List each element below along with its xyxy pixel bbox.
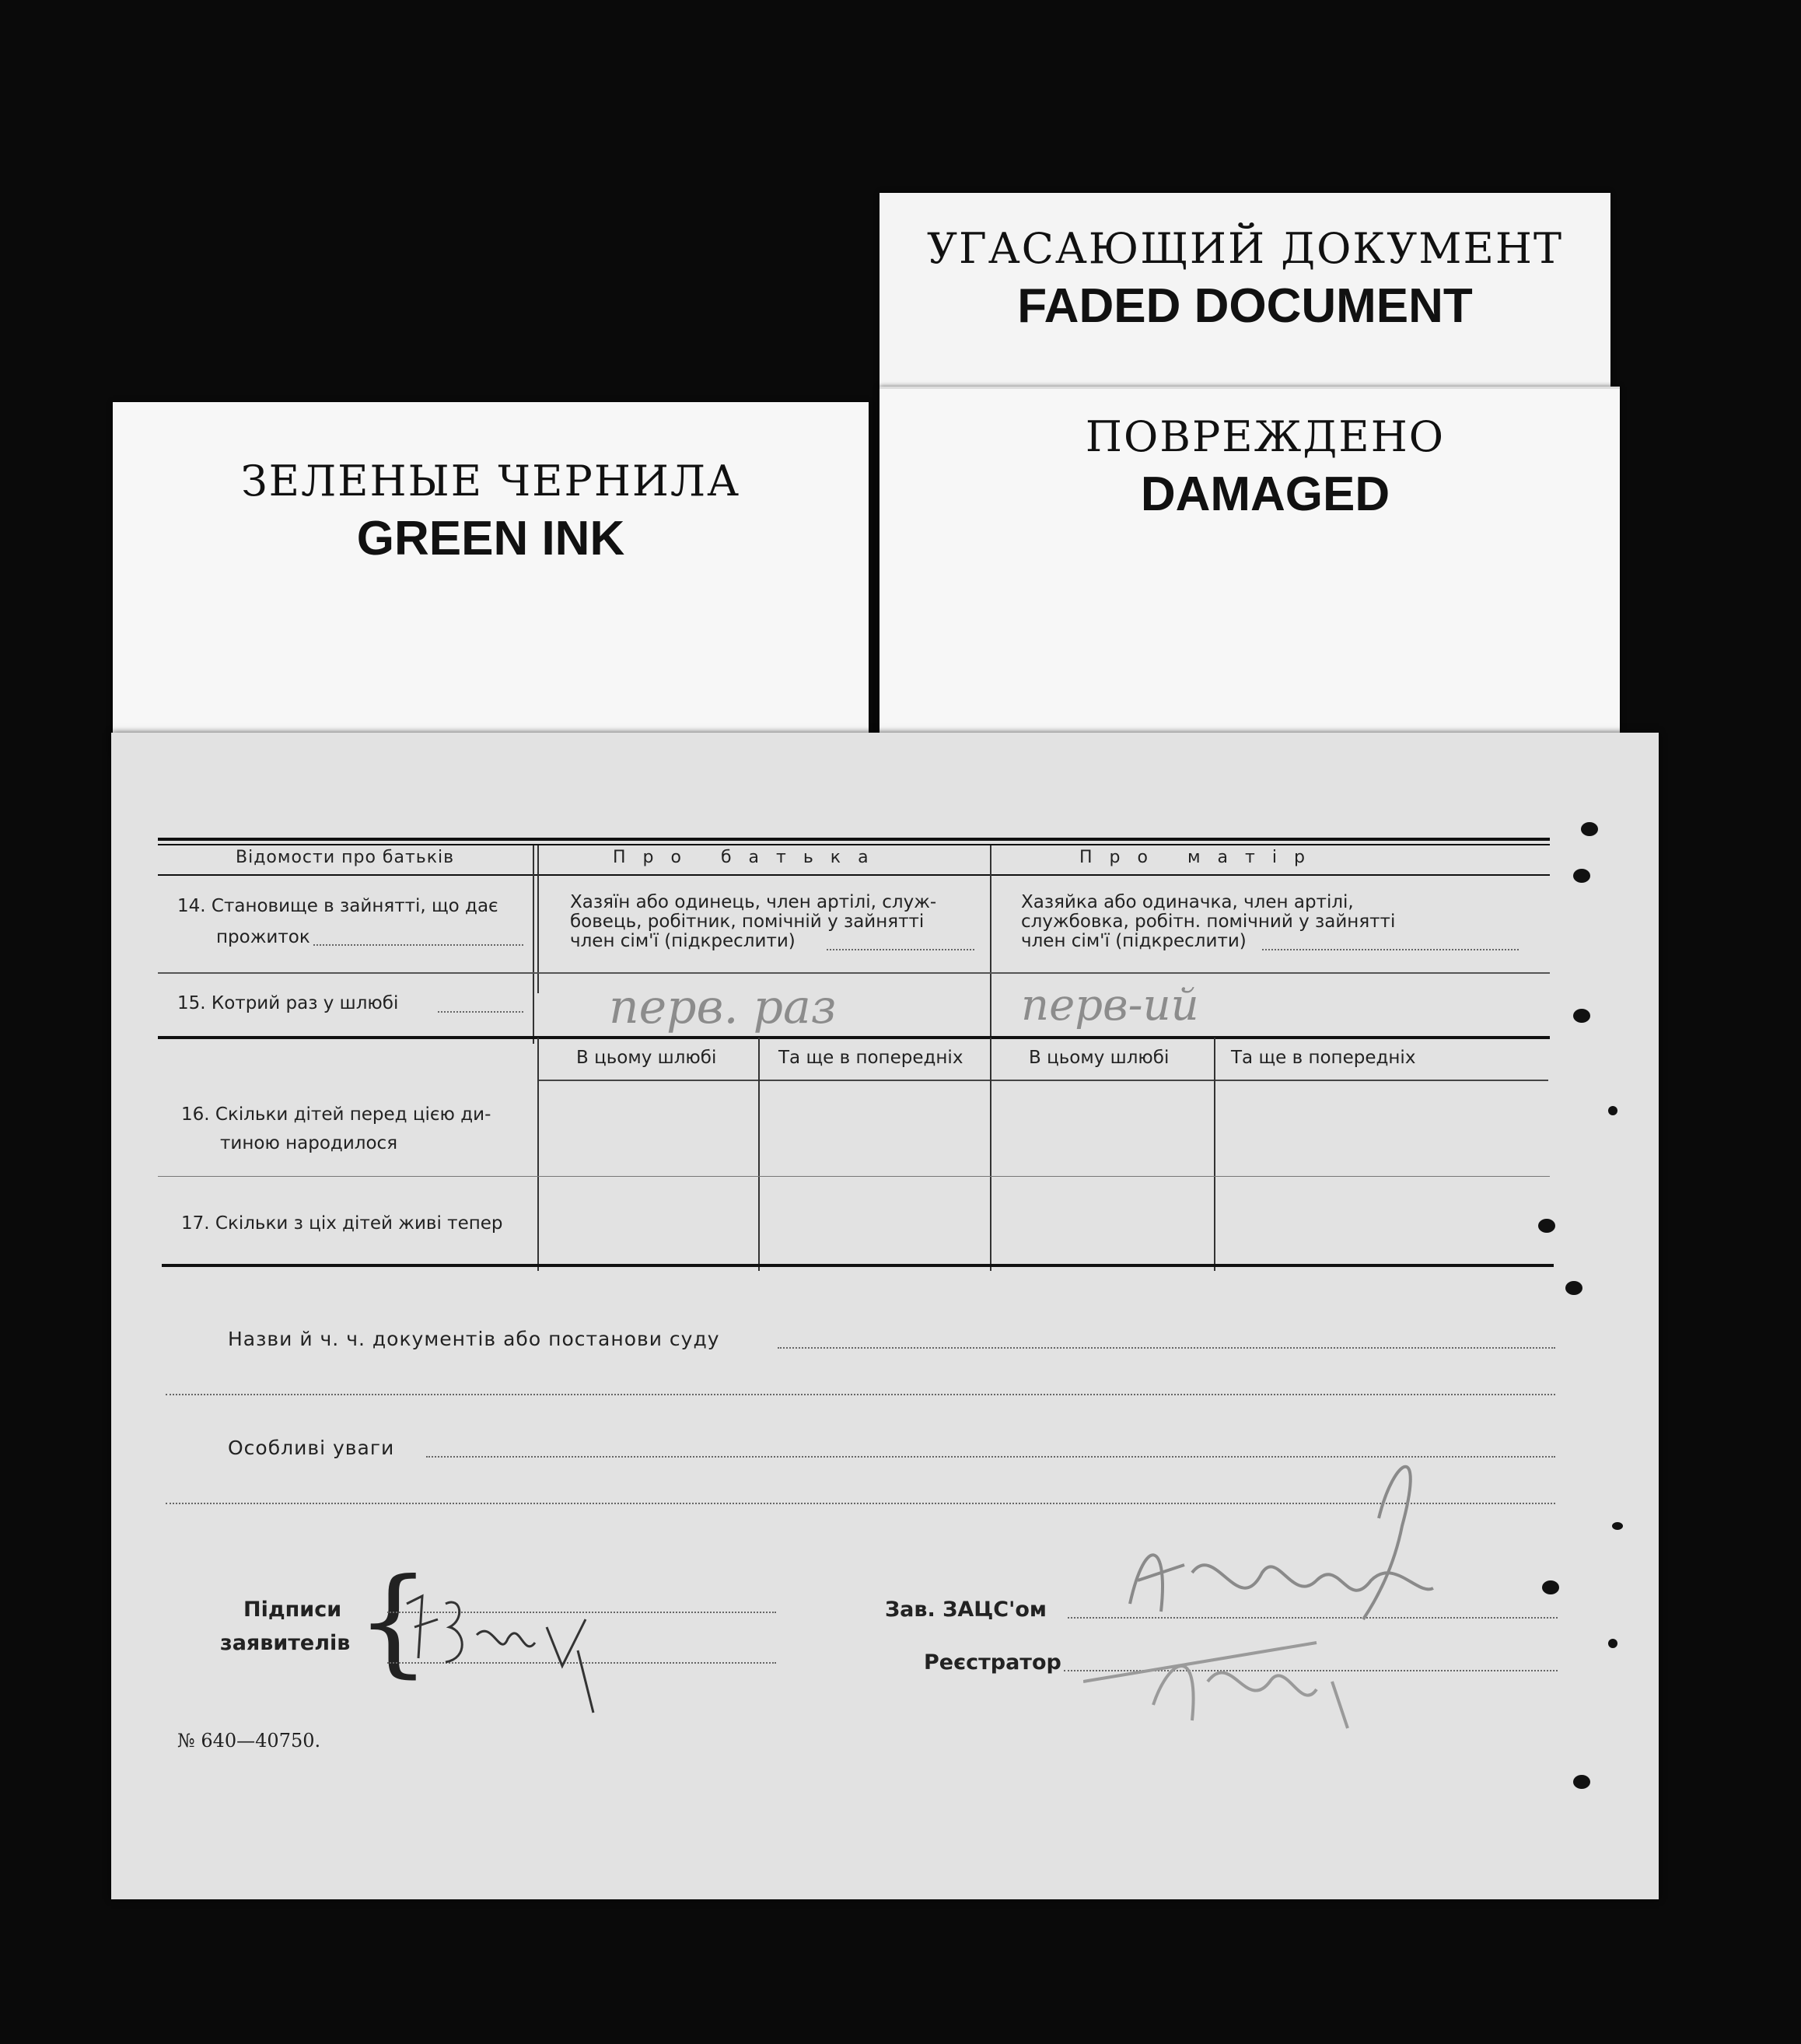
row14-label-line2: прожиток xyxy=(216,927,310,947)
binding-hole xyxy=(1542,1580,1559,1594)
row14-mother-leader xyxy=(1262,949,1519,950)
binding-hole xyxy=(1573,869,1590,883)
row14-father-line1: Хазяїн або одинець, член артілі, служ- xyxy=(570,892,937,912)
col-divider-2 xyxy=(990,845,991,993)
row15-father-handwriting: перв. раз xyxy=(609,980,837,1034)
row15-label: 15. Котрий раз у шлюбі xyxy=(177,993,399,1013)
header-parents-info: Відомости про батьків xyxy=(236,848,455,867)
damaged-ru-text: ПОВРЕЖДЕНО xyxy=(1085,412,1446,461)
damaged-en-text: DAMAGED xyxy=(1140,467,1390,521)
documents-second-line xyxy=(166,1394,1555,1395)
table-bottom-rule xyxy=(162,1264,1554,1267)
signatures-brace: { xyxy=(356,1554,431,1689)
header-about-mother: Про матір xyxy=(1079,848,1322,867)
binding-hole xyxy=(1573,1009,1590,1023)
documents-label: Назви й ч. ч. документів або постанови суду xyxy=(228,1328,720,1350)
row14-label-line1: 14. Становище в зайнятті, що дає xyxy=(177,896,498,916)
header-bottom-rule xyxy=(158,874,1550,876)
head-of-registry-label: Зав. ЗАЦС'ом xyxy=(885,1598,1047,1622)
row14-father-line3: член сім'ї (підкреслити) xyxy=(570,931,796,951)
children-divider-2 xyxy=(758,1038,760,1271)
binding-hole xyxy=(1573,1775,1590,1789)
applicant-signature xyxy=(391,1573,624,1720)
row15-mother-handwriting: перв-ий xyxy=(1021,980,1199,1031)
row14-label-leader xyxy=(313,944,523,946)
binding-hole xyxy=(1608,1639,1617,1648)
documents-leader xyxy=(778,1347,1555,1349)
header-about-father: Про батька xyxy=(613,848,886,867)
col-divider-1a xyxy=(533,845,534,993)
subheader-father-previous: Та ще в попередніх xyxy=(778,1048,963,1068)
binding-hole xyxy=(1581,822,1598,836)
binding-hole xyxy=(1612,1522,1623,1530)
form-number: № 640—40750. xyxy=(177,1730,321,1752)
row15-label-leader xyxy=(438,1011,523,1013)
binding-hole xyxy=(1565,1281,1582,1295)
row17-label: 17. Скільки з ціх дітей живі тепер xyxy=(181,1213,503,1234)
subheader-father-this-marriage: В цьому шлюбі xyxy=(576,1048,717,1068)
row16-bottom-rule xyxy=(158,1176,1550,1177)
green-ink-en-text: GREEN INK xyxy=(356,512,625,565)
official-signatures xyxy=(1083,1425,1519,1752)
table-top-rule-thin xyxy=(158,844,1550,845)
children-divider-4 xyxy=(1214,1038,1215,1271)
row14-bottom-rule xyxy=(158,972,1550,974)
row15-divider-1a xyxy=(533,974,534,1044)
row15-divider-2 xyxy=(990,974,991,1044)
binding-hole xyxy=(1538,1219,1555,1233)
signatures-label-line2: заявителів xyxy=(220,1631,351,1655)
faded-document-ru-text: УГАСАЮЩИЙ ДОКУМЕНТ xyxy=(926,224,1564,273)
row14-father-line2: бовець, робітник, помічній у зайнятті xyxy=(570,912,925,932)
table-top-rule xyxy=(158,838,1550,841)
registration-form-page xyxy=(111,733,1659,1899)
row14-mother-line3: член сім'ї (підкреслити) xyxy=(1021,931,1247,951)
faded-document-en-text: FADED DOCUMENT xyxy=(1017,279,1473,333)
damaged-label-card xyxy=(880,387,1620,754)
col-divider-1b xyxy=(537,845,539,993)
signatures-label-line1: Підписи xyxy=(243,1598,342,1622)
subheader-mother-previous: Та ще в попередніх xyxy=(1231,1048,1416,1068)
registrar-label: Реєстратор xyxy=(924,1650,1061,1675)
subheader-bottom-rule xyxy=(537,1080,1548,1081)
subheader-mother-this-marriage: В цьому шлюбі xyxy=(1029,1048,1170,1068)
green-ink-ru-text: ЗЕЛЕНЫЕ ЧЕРНИЛА xyxy=(241,457,740,506)
row16-label-line1: 16. Скільки дітей перед цією ди- xyxy=(181,1104,491,1125)
children-top-rule xyxy=(158,1036,1550,1039)
binding-hole xyxy=(1608,1106,1617,1115)
row14-mother-line2: службовка, робітн. помічний у зайнятті xyxy=(1021,912,1396,932)
row14-father-leader xyxy=(827,949,974,950)
green-ink-label-card xyxy=(113,402,869,752)
children-divider-3 xyxy=(990,1038,991,1271)
remarks-label: Особливі уваги xyxy=(228,1437,395,1459)
row16-label-line2: тиною народилося xyxy=(220,1133,398,1153)
children-divider-1 xyxy=(537,1038,539,1271)
row14-mother-line1: Хазяйка або одиначка, член артілі, xyxy=(1021,892,1354,912)
